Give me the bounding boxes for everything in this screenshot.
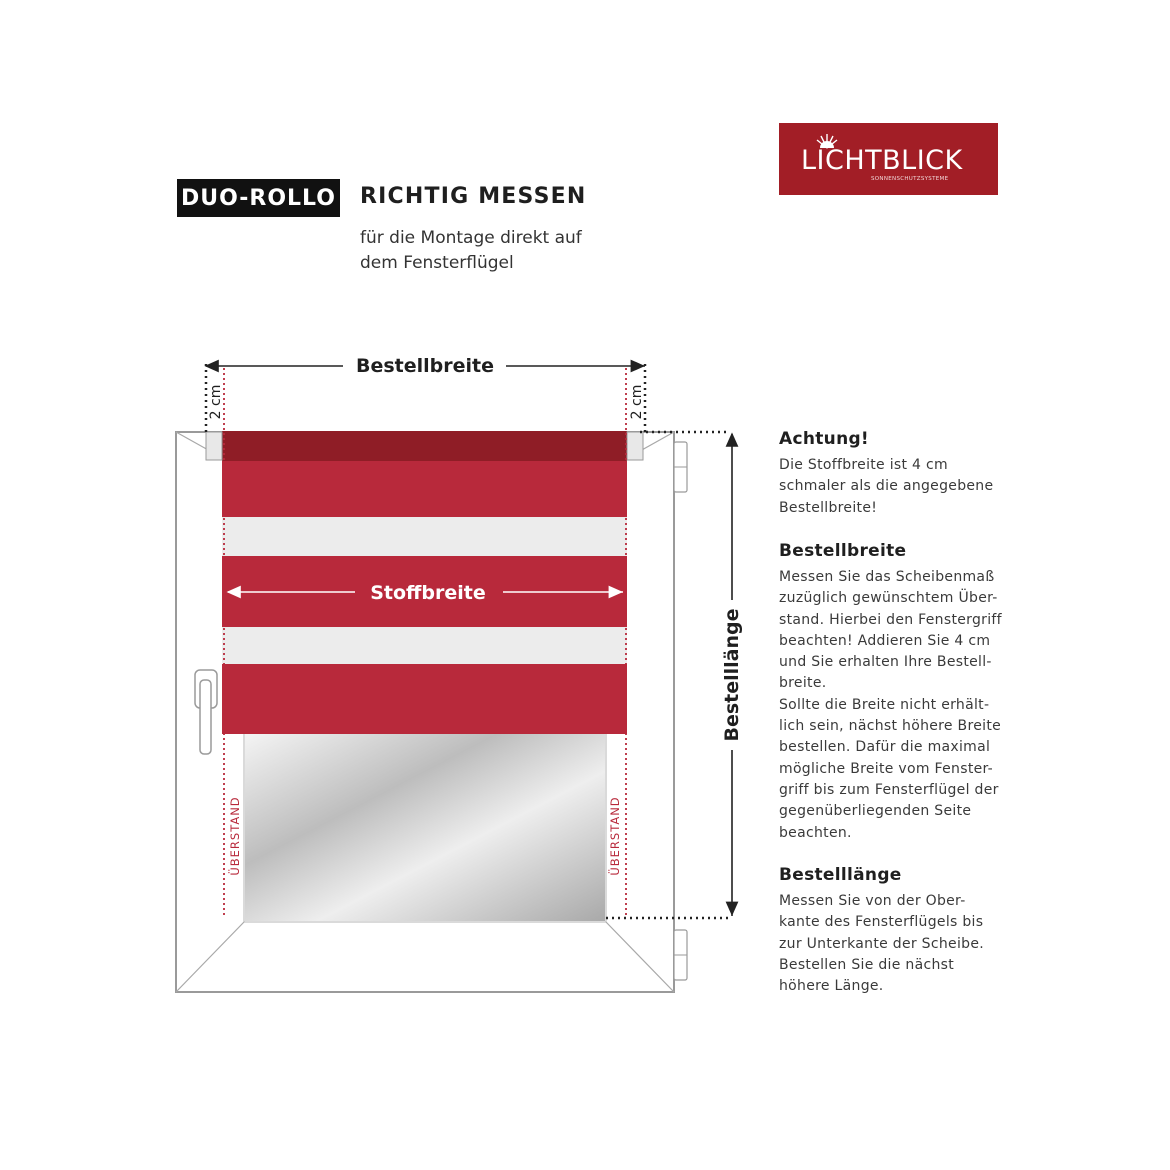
page-subtitle: für die Montage direkt auf dem Fensterflügel: [360, 228, 582, 273]
overhang-right-label: ÜBERSTAND: [608, 796, 622, 876]
info-bestelllaenge: [779, 865, 1024, 997]
cassette-end-left: [206, 432, 222, 460]
window-diagram: [0, 340, 780, 1020]
fabric-width-label: Stoffbreite: [370, 582, 486, 604]
offset-right-label: 2 cm: [629, 384, 645, 420]
offset-left-label: 2 cm: [208, 384, 224, 420]
info-bestellbreite: [779, 541, 1024, 844]
brand-name: LICHTBLICK: [801, 145, 963, 176]
info-heading: Bestellbreite: [779, 541, 907, 561]
page-title: RICHTIG MESSEN: [360, 184, 587, 209]
info-achtung: [779, 429, 1024, 519]
fabric-sheer-1: [222, 517, 627, 556]
brand-logo: [779, 123, 998, 195]
blind-cassette: [222, 431, 627, 461]
fabric-stripe-1: [222, 461, 627, 517]
window-glass: [245, 734, 605, 921]
cassette-end-right: [627, 432, 643, 460]
info-text: Messen Sie das Scheibenmaß zuzüglich gewünschtem Über- stand. Hierbei den Fenstergriff beachten! Addieren Sie 4 cm und Sie erhalten Ihre Bestell- breite. Sollte die Breite nicht erhält- lich sein, nächst höhere Breite bestellen. Dafür die maximal mögliche Breite vom Fenster- griff bis zum Fensterflügel der gegenüberliegenden Seite beachten.: [779, 569, 1002, 841]
fabric-sheer-2: [222, 627, 627, 664]
order-width-label: Bestellbreite: [355, 355, 495, 377]
order-length-label: Bestelllänge: [721, 608, 743, 742]
product-badge: DUO-ROLLO: [177, 179, 340, 217]
info-text: Messen Sie von der Ober- kante des Fensterflügels bis zur Unterkante der Scheibe. Bestellen Sie die nächst höhere Länge.: [779, 893, 984, 995]
fabric-stripe-3: [222, 664, 627, 734]
info-heading: Bestelllänge: [779, 865, 902, 885]
info-text: Die Stoffbreite ist 4 cm schmaler als die angegebene Bestellbreite!: [779, 457, 994, 516]
brand-tagline: SONNENSCHUTZSYSTEME: [871, 176, 949, 182]
info-heading: Achtung!: [779, 429, 869, 449]
overhang-left-label: ÜBERSTAND: [228, 796, 242, 876]
